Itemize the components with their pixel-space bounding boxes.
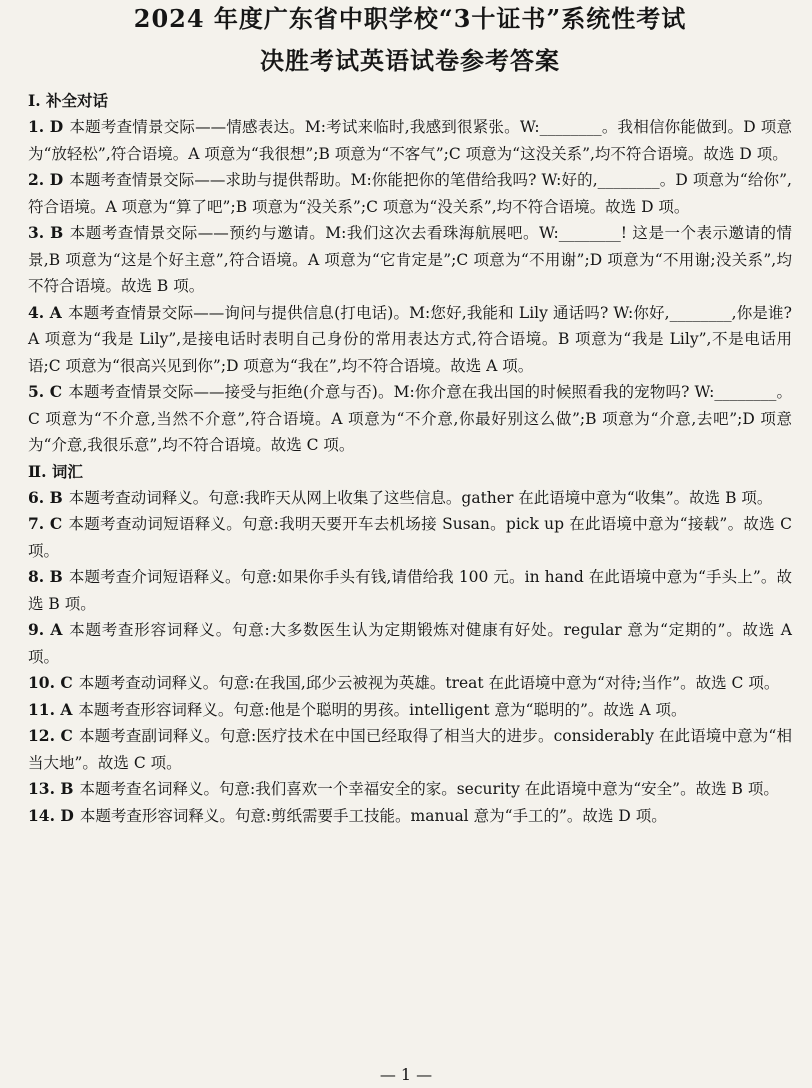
answer-number: 6. B	[28, 487, 63, 507]
answer-number: 5. C	[28, 382, 63, 401]
answer-explanation: 本题考查形容词释义。句意:大多数医生认为定期锻炼对健康有好处。regular 意为“定期的”。故选 A 项。	[28, 621, 792, 666]
answer-number: 9. A	[28, 620, 63, 639]
answer-explanation: 本题考查动词短语释义。句意:我明天要开车去机场接 Susan。pick up 在此语境中意为“接载”。故选 C 项。	[28, 515, 792, 560]
answer-number: 14. D	[28, 805, 74, 825]
answer-explanation: 本题考查动词释义。句意:我昨天从网上收集了这些信息。gather 在此语境中意为“收集”。故选 B 项。	[68, 488, 773, 507]
answer-item	[28, 485, 792, 512]
answer-explanation: 本题考查介词短语释义。句意:如果你手头有钱,请借给我 100 元。in hand 在此语境中意为“手头上”。故选 B 项。	[28, 568, 792, 613]
answer-explanation: 本题考查情景交际——情感表达。M:考试来临时,我感到很紧张。W:________。我相信你能做到。D 项意为“放轻松”,符合语境。A 项意为“我很想”;B 项意为“不客气”;C 项意为“这没关系”,均不符合语境。故选 D 项。	[28, 118, 792, 163]
document-subtitle: 决胜考试英语试卷参考答案	[260, 46, 560, 75]
answer-item	[28, 617, 792, 670]
answer-number: 12. C	[28, 726, 73, 745]
answer-item	[28, 300, 792, 380]
answer-number: 4. A	[28, 302, 62, 322]
answer-number: 10. C	[28, 673, 73, 692]
answer-explanation: 本题考查名词释义。句意:我们喜欢一个幸福安全的家。security 在此语境中意为“安全”。故选 B 项。	[79, 780, 779, 798]
answer-item	[28, 697, 792, 724]
answer-explanation: 本题考查动词释义。句意:在我国,邱少云被视为英雄。treat 在此语境中意为“对待;当作”。故选 C 项。	[78, 674, 780, 692]
answer-number: 8. B	[28, 567, 63, 586]
answer-item	[28, 379, 792, 459]
page-number: — 1 —	[379, 1065, 433, 1084]
section-heading-dialogue: Ⅰ. 补全对话	[28, 91, 109, 110]
section-heading-vocabulary: Ⅱ. 词汇	[28, 461, 83, 481]
answer-explanation: 本题考查形容词释义。句意:剪纸需要手工技能。manual 意为“手工的”。故选 D 项。	[79, 806, 667, 825]
answer-item	[28, 511, 792, 564]
answer-number: 7. C	[28, 514, 63, 533]
answer-item	[28, 670, 792, 697]
answer-item	[28, 723, 792, 776]
answer-explanation: 本题考查情景交际——求助与提供帮助。M:你能把你的笔借给我吗? W:好的,________。D 项意为“给你”,符合语境。A 项意为“算了吧”;B 项意为“没关系”;C 项意为“没关系”,均不符合语境。故选 D 项。	[28, 171, 792, 216]
answer-explanation: 本题考查副词释义。句意:医疗技术在中国已经取得了相当大的进步。considerably 在此语境中意为“相当大地”。故选 C 项。	[28, 727, 792, 772]
answer-number: 2. D	[28, 170, 64, 189]
answer-explanation: 本题考查情景交际——询问与提供信息(打电话)。M:您好,我能和 Lily 通话吗? W:你好,________,你是谁? A 项意为“我是 Lily”,是接电话时表明自己身份的常用表达方式,符合语境。B 项意为“我是 Lily”,不是电话用语;C 项意为“很高兴见到你”;D 项意为“我在”,均不符合语境。故选 A 项。	[28, 303, 792, 375]
answer-explanation: 本题考查情景交际——接受与拒绝(介意与否)。M:你介意在我出国的时候照看我的宠物吗? W:________。C 项意为“不介意,当然不介意”,符合语境。A 项意为“不介意,你最好别这么做”;B 项意为“介意,去吧”;D 项意为“介意,我很乐意”,均不符合语境。故选 C 项。	[28, 383, 792, 454]
answer-number: 11. A	[28, 699, 73, 719]
answer-explanation: 本题考查形容词释义。句意:他是个聪明的男孩。intelligent 意为“聪明的”。故选 A 项。	[78, 700, 687, 719]
answer-explanation: 本题考查情景交际——预约与邀请。M:我们这次去看珠海航展吧。W:________! 这是一个表示邀请的情景,B 项意为“这是个好主意”,符合语境。A 项意为“它肯定是”;C 项意为“不用谢”;D 项意为“不用谢;没关系”,均不符合语境。故选 B 项。	[28, 224, 792, 295]
answer-number: 3. B	[28, 223, 64, 242]
answer-number: 13. B	[28, 779, 74, 798]
document-title: 2024 年度广东省中职学校“3十证书”系统性考试	[133, 4, 687, 33]
answer-item	[28, 220, 792, 300]
answer-item	[28, 803, 792, 830]
answer-item	[28, 167, 792, 220]
answer-item	[28, 564, 792, 617]
answer-item	[28, 114, 792, 167]
answer-item	[28, 776, 792, 803]
answer-number: 1. D	[28, 117, 64, 136]
